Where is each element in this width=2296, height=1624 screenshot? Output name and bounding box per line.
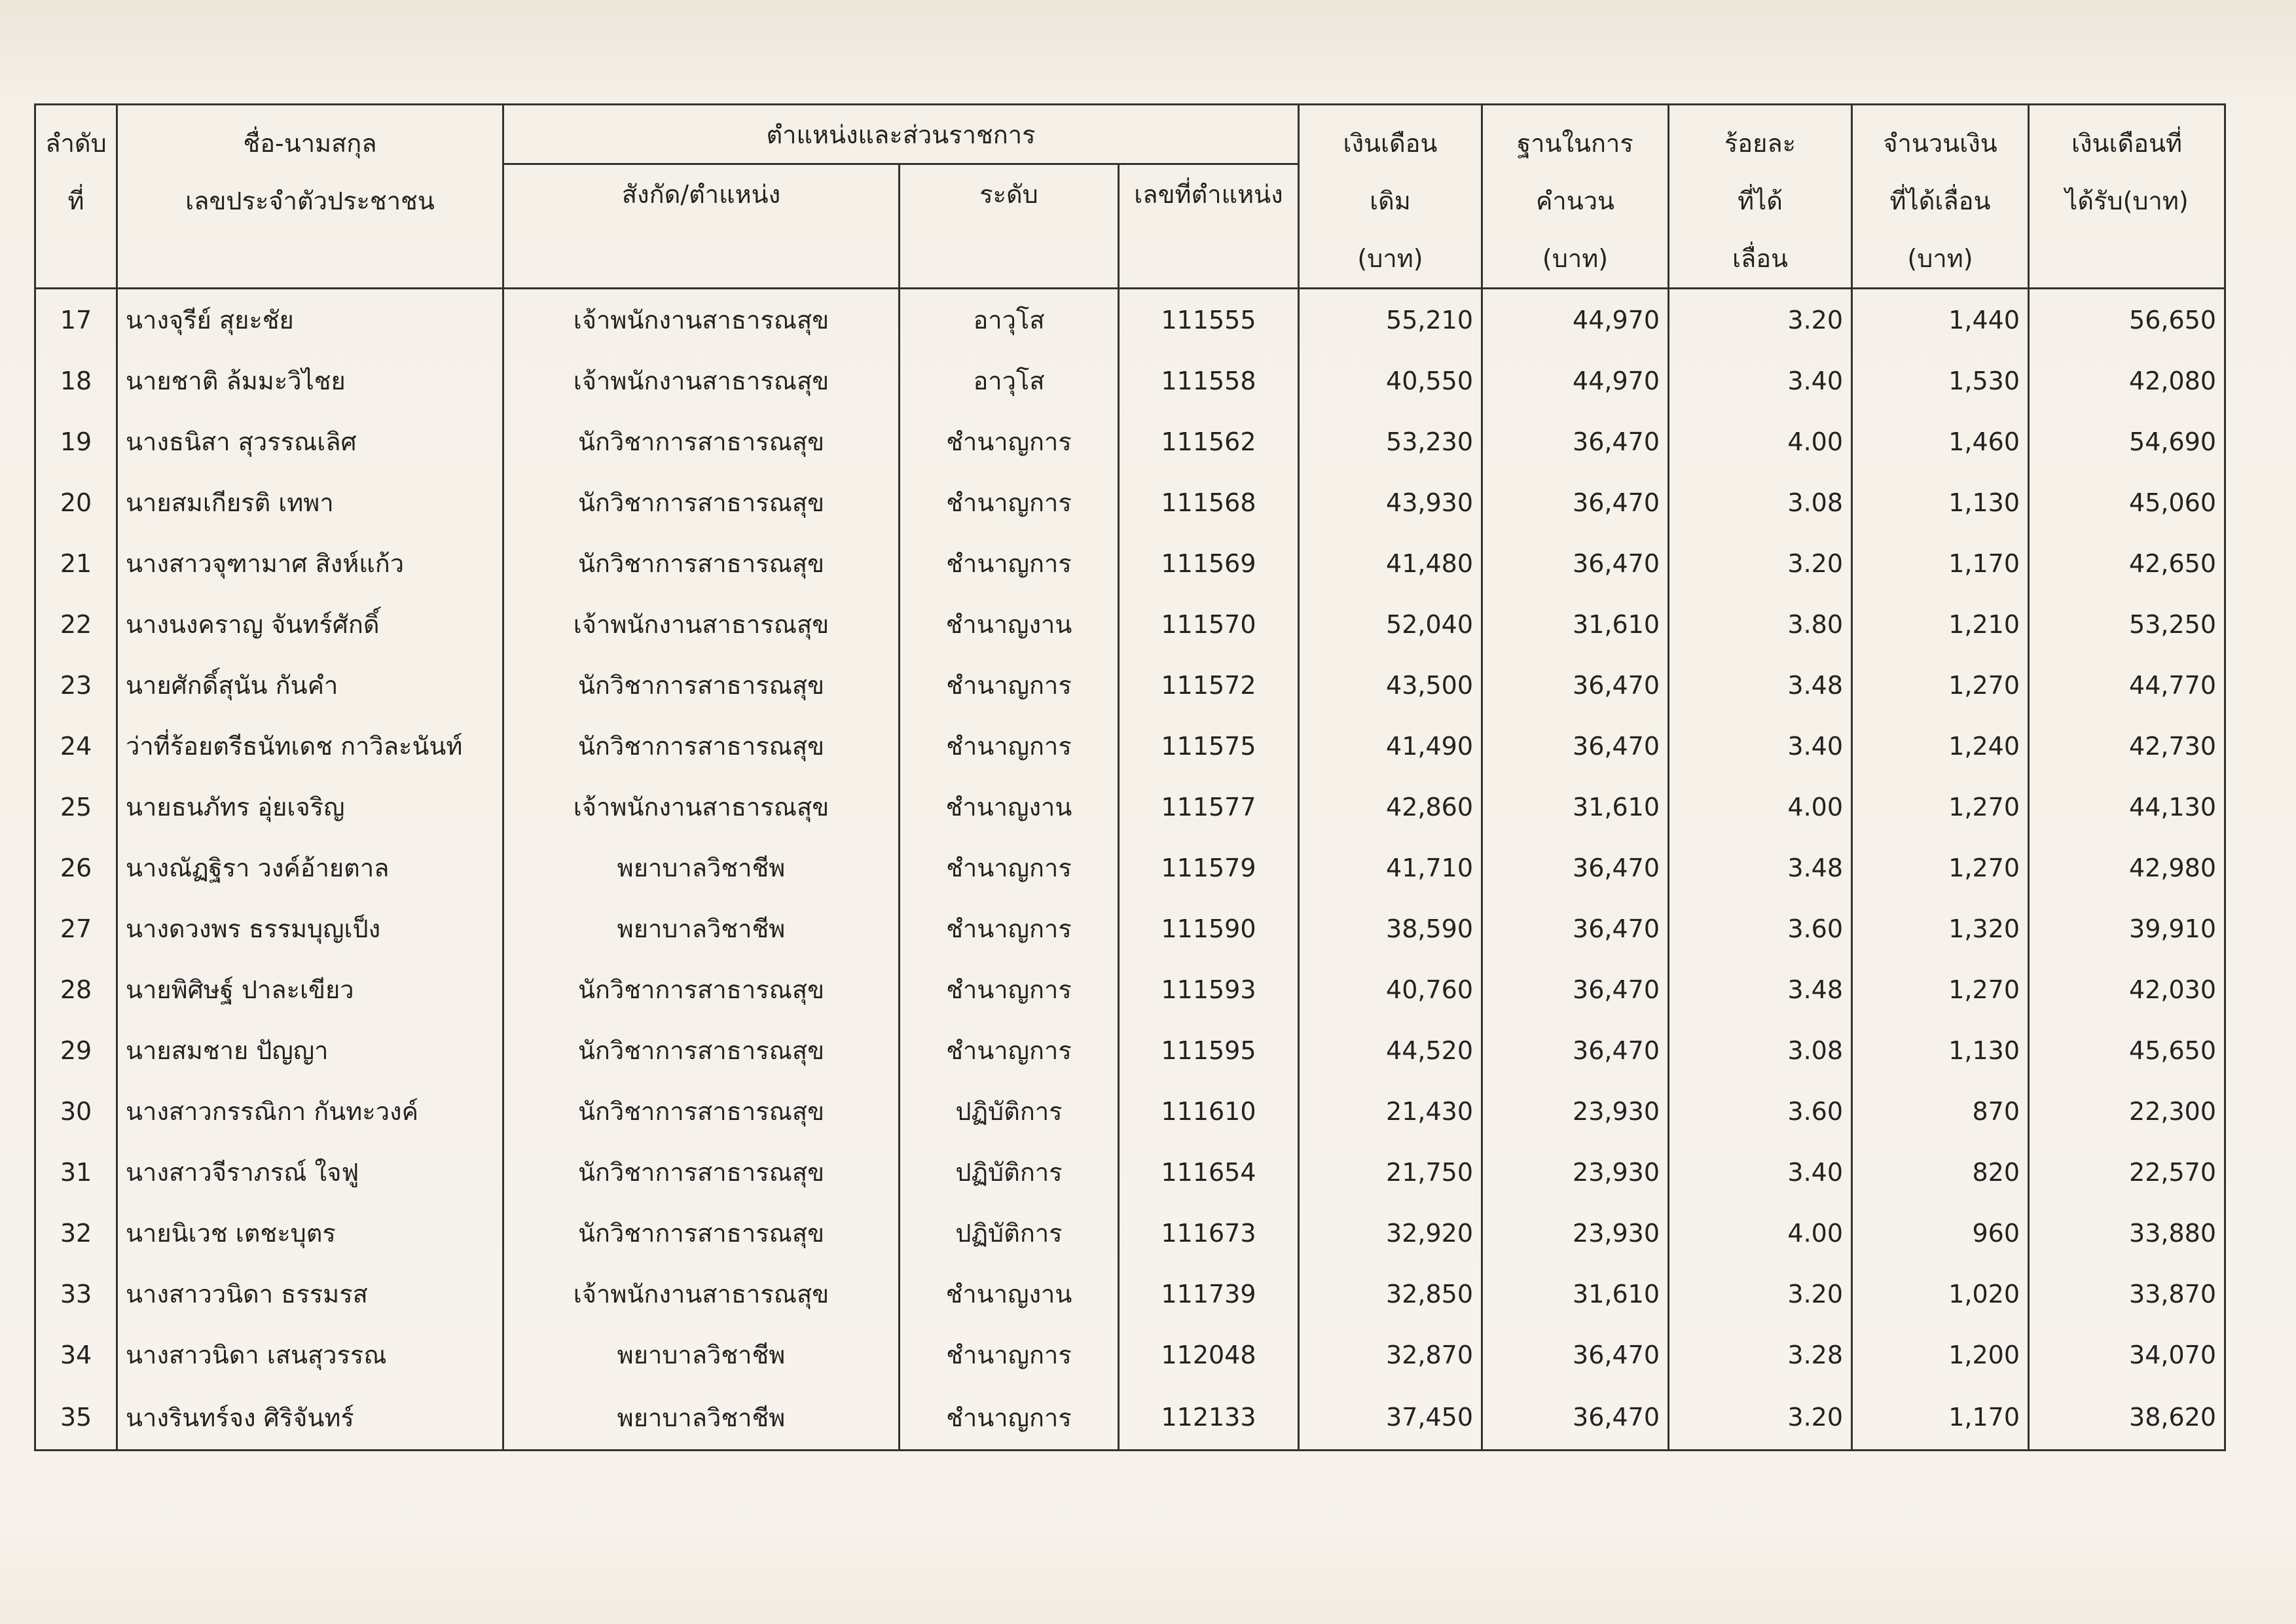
row-old-salary: 40,760 — [1299, 959, 1482, 1020]
header-calc-base-line3: (บาท) — [1542, 244, 1609, 273]
row-raise: 870 — [1852, 1081, 2029, 1142]
row-calc-base: 36,470 — [1482, 411, 1669, 472]
row-raise: 1,320 — [1852, 898, 2029, 959]
row-calc-base: 36,470 — [1482, 1324, 1669, 1385]
row-name: นายสมเกียรติ เทพา — [117, 472, 503, 533]
header-raise-line2: ที่ได้เลื่อน — [1889, 187, 1991, 215]
row-name: นายศักดิ์สุนัน กันคำ — [117, 655, 503, 715]
row-index: 22 — [35, 594, 117, 655]
row-position-no: 111570 — [1119, 594, 1299, 655]
header-name — [117, 105, 503, 289]
table-row — [35, 1020, 2225, 1081]
row-raise: 1,270 — [1852, 837, 2029, 898]
row-affiliation: นักวิชาการสาธารณสุข — [503, 1081, 900, 1142]
row-raise: 1,270 — [1852, 655, 2029, 715]
row-index: 19 — [35, 411, 117, 472]
row-percent: 3.60 — [1669, 1081, 1852, 1142]
header-raise-amount — [1852, 105, 2029, 289]
row-affiliation: นักวิชาการสาธารณสุข — [503, 472, 900, 533]
row-old-salary: 38,590 — [1299, 898, 1482, 959]
row-raise: 1,130 — [1852, 472, 2029, 533]
row-calc-base: 44,970 — [1482, 289, 1669, 351]
row-position-no: 111593 — [1119, 959, 1299, 1020]
row-level: ชำนาญการ — [900, 1385, 1119, 1451]
header-position-group: ตำแหน่งและส่วนราชการ — [503, 105, 1299, 164]
header-position-no: เลขที่ตำแหน่ง — [1119, 164, 1299, 289]
row-percent: 3.48 — [1669, 959, 1852, 1020]
row-affiliation: นักวิชาการสาธารณสุข — [503, 1202, 900, 1263]
row-raise: 1,270 — [1852, 776, 2029, 837]
row-new-salary: 39,910 — [2029, 898, 2225, 959]
row-calc-base: 23,930 — [1482, 1202, 1669, 1263]
row-calc-base: 31,610 — [1482, 776, 1669, 837]
row-raise: 1,210 — [1852, 594, 2029, 655]
row-position-no: 111555 — [1119, 289, 1299, 351]
row-position-no: 111575 — [1119, 715, 1299, 776]
row-position-no: 111595 — [1119, 1020, 1299, 1081]
row-level: ชำนาญการ — [900, 959, 1119, 1020]
row-position-no: 112133 — [1119, 1385, 1299, 1451]
row-percent: 3.20 — [1669, 289, 1852, 351]
row-calc-base: 36,470 — [1482, 715, 1669, 776]
header-percent-line3: เลื่อน — [1732, 244, 1789, 273]
table-row — [35, 472, 2225, 533]
row-new-salary: 42,730 — [2029, 715, 2225, 776]
row-index: 21 — [35, 533, 117, 594]
row-new-salary: 54,690 — [2029, 411, 2225, 472]
salary-table — [34, 103, 2226, 1451]
table-row — [35, 350, 2225, 411]
row-level: ปฏิบัติการ — [900, 1081, 1119, 1142]
row-old-salary: 41,480 — [1299, 533, 1482, 594]
row-new-salary: 22,300 — [2029, 1081, 2225, 1142]
row-affiliation: พยาบาลวิชาชีพ — [503, 1324, 900, 1385]
row-name: นางธนิสา สุวรรณเลิศ — [117, 411, 503, 472]
header-new-salary-line2: ได้รับ(บาท) — [2065, 187, 2189, 215]
row-calc-base: 23,930 — [1482, 1081, 1669, 1142]
row-raise: 1,460 — [1852, 411, 2029, 472]
row-percent: 3.40 — [1669, 350, 1852, 411]
row-index: 32 — [35, 1202, 117, 1263]
row-position-no: 111562 — [1119, 411, 1299, 472]
row-position-no: 111577 — [1119, 776, 1299, 837]
header-index-line2: ที่ — [67, 187, 84, 215]
row-calc-base: 23,930 — [1482, 1142, 1669, 1202]
row-index: 23 — [35, 655, 117, 715]
row-name: นายสมชาย ปัญญา — [117, 1020, 503, 1081]
row-affiliation: เจ้าพนักงานสาธารณสุข — [503, 1263, 900, 1324]
header-name-line2: เลขประจำตัวประชาชน — [185, 187, 435, 215]
row-old-salary: 41,490 — [1299, 715, 1482, 776]
row-affiliation: นักวิชาการสาธารณสุข — [503, 533, 900, 594]
row-old-salary: 42,860 — [1299, 776, 1482, 837]
row-position-no: 111739 — [1119, 1263, 1299, 1324]
table-row — [35, 1263, 2225, 1324]
header-new-salary-line1: เงินเดือนที่ — [2071, 129, 2183, 158]
row-new-salary: 33,880 — [2029, 1202, 2225, 1263]
header-percent-line2: ที่ได้ — [1738, 187, 1783, 215]
row-index: 26 — [35, 837, 117, 898]
header-old-salary-line1: เงินเดือน — [1343, 129, 1438, 158]
row-old-salary: 32,870 — [1299, 1324, 1482, 1385]
row-level: ชำนาญการ — [900, 533, 1119, 594]
row-percent: 3.08 — [1669, 1020, 1852, 1081]
row-raise: 960 — [1852, 1202, 2029, 1263]
row-name: นางสาวนิดา เสนสุวรรณ — [117, 1324, 503, 1385]
row-percent: 3.20 — [1669, 1385, 1852, 1451]
row-percent: 3.40 — [1669, 1142, 1852, 1202]
row-name: นางรินทร์จง ศิริจันทร์ — [117, 1385, 503, 1451]
row-raise: 1,200 — [1852, 1324, 2029, 1385]
row-level: ชำนาญงาน — [900, 776, 1119, 837]
row-new-salary: 33,870 — [2029, 1263, 2225, 1324]
row-raise: 1,170 — [1852, 1385, 2029, 1451]
row-new-salary: 45,650 — [2029, 1020, 2225, 1081]
row-affiliation: นักวิชาการสาธารณสุข — [503, 715, 900, 776]
row-raise: 820 — [1852, 1142, 2029, 1202]
row-calc-base: 36,470 — [1482, 472, 1669, 533]
row-old-salary: 55,210 — [1299, 289, 1482, 351]
row-index: 29 — [35, 1020, 117, 1081]
row-old-salary: 21,750 — [1299, 1142, 1482, 1202]
table-row — [35, 411, 2225, 472]
row-new-salary: 45,060 — [2029, 472, 2225, 533]
table-row — [35, 533, 2225, 594]
row-percent: 3.48 — [1669, 837, 1852, 898]
row-name: นายธนภัทร อุ่ยเจริญ — [117, 776, 503, 837]
header-affiliation: สังกัด/ตำแหน่ง — [503, 164, 900, 289]
row-name: นางจุรีย์ สุยะชัย — [117, 289, 503, 351]
row-calc-base: 36,470 — [1482, 1385, 1669, 1451]
row-new-salary: 44,770 — [2029, 655, 2225, 715]
row-percent: 4.00 — [1669, 411, 1852, 472]
row-name: นายนิเวช เตชะบุตร — [117, 1202, 503, 1263]
header-level: ระดับ — [900, 164, 1119, 289]
header-old-salary — [1299, 105, 1482, 289]
row-new-salary: 42,650 — [2029, 533, 2225, 594]
table-row — [35, 594, 2225, 655]
table-row — [35, 1142, 2225, 1202]
row-index: 33 — [35, 1263, 117, 1324]
row-old-salary: 40,550 — [1299, 350, 1482, 411]
row-percent: 3.08 — [1669, 472, 1852, 533]
row-affiliation: นักวิชาการสาธารณสุข — [503, 1020, 900, 1081]
row-old-salary: 44,520 — [1299, 1020, 1482, 1081]
row-old-salary: 43,930 — [1299, 472, 1482, 533]
row-name: นายชาติ ล้มมะวิไชย — [117, 350, 503, 411]
row-name: นางสาวจีราภรณ์ ใจฟู — [117, 1142, 503, 1202]
header-raise-line3: (บาท) — [1907, 244, 1973, 273]
row-affiliation: เจ้าพนักงานสาธารณสุข — [503, 350, 900, 411]
row-affiliation: พยาบาลวิชาชีพ — [503, 898, 900, 959]
row-raise: 1,530 — [1852, 350, 2029, 411]
header-index-line1: ลำดับ — [45, 129, 107, 158]
row-level: ชำนาญการ — [900, 1324, 1119, 1385]
row-position-no: 112048 — [1119, 1324, 1299, 1385]
row-level: ชำนาญการ — [900, 1020, 1119, 1081]
row-raise: 1,130 — [1852, 1020, 2029, 1081]
row-level: อาวุโส — [900, 350, 1119, 411]
header-calc-base-line2: คำนวน — [1535, 187, 1615, 215]
row-affiliation: นักวิชาการสาธารณสุข — [503, 655, 900, 715]
row-raise: 1,270 — [1852, 959, 2029, 1020]
table-row — [35, 837, 2225, 898]
row-new-salary: 22,570 — [2029, 1142, 2225, 1202]
row-affiliation: นักวิชาการสาธารณสุข — [503, 411, 900, 472]
row-old-salary: 37,450 — [1299, 1385, 1482, 1451]
row-old-salary: 32,920 — [1299, 1202, 1482, 1263]
table-row — [35, 655, 2225, 715]
row-name: นางณัฏฐิรา วงค์อ้ายตาล — [117, 837, 503, 898]
table-row — [35, 1385, 2225, 1451]
row-new-salary: 53,250 — [2029, 594, 2225, 655]
row-old-salary: 53,230 — [1299, 411, 1482, 472]
row-name: นายพิศิษฐ์ ปาละเขียว — [117, 959, 503, 1020]
row-affiliation: นักวิชาการสาธารณสุข — [503, 1142, 900, 1202]
row-percent: 3.28 — [1669, 1324, 1852, 1385]
row-index: 34 — [35, 1324, 117, 1385]
row-affiliation: พยาบาลวิชาชีพ — [503, 837, 900, 898]
row-position-no: 111673 — [1119, 1202, 1299, 1263]
row-new-salary: 42,030 — [2029, 959, 2225, 1020]
row-calc-base: 36,470 — [1482, 898, 1669, 959]
row-position-no: 111569 — [1119, 533, 1299, 594]
row-index: 25 — [35, 776, 117, 837]
salary-rows — [35, 289, 2225, 1451]
row-name: นางสาววนิดา ธรรมรส — [117, 1263, 503, 1324]
row-index: 18 — [35, 350, 117, 411]
row-percent: 3.60 — [1669, 898, 1852, 959]
row-percent: 4.00 — [1669, 776, 1852, 837]
row-level: ชำนาญงาน — [900, 1263, 1119, 1324]
header-raise-line1: จำนวนเงิน — [1883, 129, 1997, 158]
row-calc-base: 44,970 — [1482, 350, 1669, 411]
row-name: นางดวงพร ธรรมบุญเป็ง — [117, 898, 503, 959]
header-percent-line1: ร้อยละ — [1724, 129, 1796, 158]
row-calc-base: 31,610 — [1482, 594, 1669, 655]
row-calc-base: 36,470 — [1482, 655, 1669, 715]
header-old-salary-line2: เดิม — [1370, 187, 1411, 215]
row-percent: 3.48 — [1669, 655, 1852, 715]
table-row — [35, 776, 2225, 837]
row-position-no: 111568 — [1119, 472, 1299, 533]
row-level: ชำนาญงาน — [900, 594, 1119, 655]
row-level: ชำนาญการ — [900, 837, 1119, 898]
table-row — [35, 898, 2225, 959]
row-level: ชำนาญการ — [900, 411, 1119, 472]
header-name-line1: ชื่อ-นามสกุล — [243, 129, 377, 158]
row-old-salary: 52,040 — [1299, 594, 1482, 655]
row-calc-base: 36,470 — [1482, 837, 1669, 898]
row-name: ว่าที่ร้อยตรีธนัทเดช กาวิละนันท์ — [117, 715, 503, 776]
header-index — [35, 105, 117, 289]
row-new-salary: 42,080 — [2029, 350, 2225, 411]
row-position-no: 111579 — [1119, 837, 1299, 898]
table-row — [35, 1081, 2225, 1142]
row-position-no: 111572 — [1119, 655, 1299, 715]
row-raise: 1,240 — [1852, 715, 2029, 776]
row-level: ชำนาญการ — [900, 655, 1119, 715]
row-position-no: 111610 — [1119, 1081, 1299, 1142]
row-level: ปฏิบัติการ — [900, 1202, 1119, 1263]
row-old-salary: 32,850 — [1299, 1263, 1482, 1324]
row-raise: 1,170 — [1852, 533, 2029, 594]
table-row — [35, 959, 2225, 1020]
row-percent: 3.80 — [1669, 594, 1852, 655]
header-percent — [1669, 105, 1852, 289]
row-level: ชำนาญการ — [900, 898, 1119, 959]
row-new-salary: 42,980 — [2029, 837, 2225, 898]
row-affiliation: เจ้าพนักงานสาธารณสุข — [503, 289, 900, 351]
row-raise: 1,440 — [1852, 289, 2029, 351]
row-index: 28 — [35, 959, 117, 1020]
row-old-salary: 21,430 — [1299, 1081, 1482, 1142]
row-index: 27 — [35, 898, 117, 959]
row-name: นางสาวจุฑามาศ สิงห์แก้ว — [117, 533, 503, 594]
row-position-no: 111654 — [1119, 1142, 1299, 1202]
table-row — [35, 715, 2225, 776]
row-index: 17 — [35, 289, 117, 351]
row-name: นางนงคราญ จันทร์ศักดิ์ — [117, 594, 503, 655]
row-new-salary: 44,130 — [2029, 776, 2225, 837]
header-new-salary — [2029, 105, 2225, 289]
row-position-no: 111558 — [1119, 350, 1299, 411]
row-level: ปฏิบัติการ — [900, 1142, 1119, 1202]
row-calc-base: 31,610 — [1482, 1263, 1669, 1324]
row-affiliation: เจ้าพนักงานสาธารณสุข — [503, 776, 900, 837]
row-index: 24 — [35, 715, 117, 776]
row-index: 31 — [35, 1142, 117, 1202]
row-raise: 1,020 — [1852, 1263, 2029, 1324]
row-calc-base: 36,470 — [1482, 533, 1669, 594]
row-old-salary: 43,500 — [1299, 655, 1482, 715]
table-row — [35, 1202, 2225, 1263]
row-new-salary: 34,070 — [2029, 1324, 2225, 1385]
row-percent: 3.20 — [1669, 1263, 1852, 1324]
header-calc-base — [1482, 105, 1669, 289]
row-level: ชำนาญการ — [900, 472, 1119, 533]
row-level: ชำนาญการ — [900, 715, 1119, 776]
row-calc-base: 36,470 — [1482, 959, 1669, 1020]
row-index: 20 — [35, 472, 117, 533]
row-name: นางสาวกรรณิกา กันทะวงค์ — [117, 1081, 503, 1142]
header-old-salary-line3: (บาท) — [1357, 244, 1423, 273]
row-affiliation: พยาบาลวิชาชีพ — [503, 1385, 900, 1451]
header-calc-base-line1: ฐานในการ — [1517, 129, 1633, 158]
row-percent: 3.20 — [1669, 533, 1852, 594]
row-index: 35 — [35, 1385, 117, 1451]
row-new-salary: 38,620 — [2029, 1385, 2225, 1451]
row-index: 30 — [35, 1081, 117, 1142]
row-affiliation: นักวิชาการสาธารณสุข — [503, 959, 900, 1020]
table-row — [35, 289, 2225, 351]
row-calc-base: 36,470 — [1482, 1020, 1669, 1081]
row-affiliation: เจ้าพนักงานสาธารณสุข — [503, 594, 900, 655]
row-level: อาวุโส — [900, 289, 1119, 351]
row-old-salary: 41,710 — [1299, 837, 1482, 898]
row-position-no: 111590 — [1119, 898, 1299, 959]
row-percent: 3.40 — [1669, 715, 1852, 776]
table-row — [35, 1324, 2225, 1385]
row-new-salary: 56,650 — [2029, 289, 2225, 351]
row-percent: 4.00 — [1669, 1202, 1852, 1263]
header-row-top — [35, 105, 2225, 164]
